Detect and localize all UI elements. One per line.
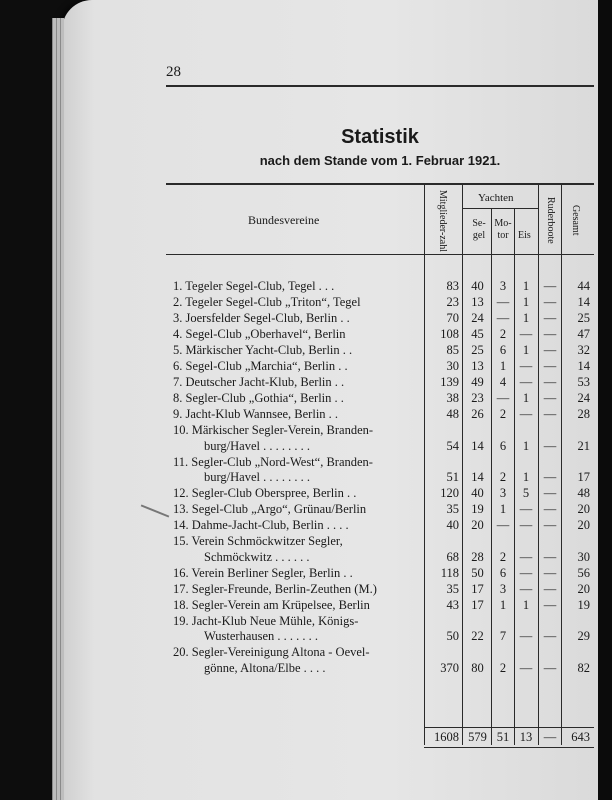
cell-eis: 1 (522, 597, 530, 612)
cell-mit: 51 (446, 470, 459, 484)
cell-rud: — (543, 502, 557, 516)
header-motor-line: Mo- (494, 218, 512, 229)
header-eis: Eis (518, 230, 531, 241)
header-rule (166, 85, 594, 87)
cell-eis: 1 (522, 295, 530, 309)
page-title: Statistik (341, 126, 419, 148)
yachten-underline (463, 208, 539, 209)
header-gesamt: Gesamt (570, 204, 581, 236)
cell-seg: 23 (471, 391, 484, 405)
club-name: burg/Havel . . . . . . . . (204, 470, 311, 484)
page-number: 28 (166, 64, 181, 80)
cell-mot: 7 (499, 629, 507, 643)
cell-mit: 370 (440, 660, 459, 675)
column-divider (462, 185, 463, 745)
cell-rud: — (543, 629, 557, 643)
club-name: 17. Segler-Freunde, Berlin-Zeuthen (M.) (173, 581, 377, 596)
club-name: 7. Deutscher Jacht-Klub, Berlin . . (173, 375, 345, 389)
cell-mit: 68 (446, 549, 459, 564)
cell-mot: 6 (499, 438, 507, 453)
cell-ges: 28 (577, 407, 590, 421)
cell-eis: — (519, 660, 533, 675)
cell-mit: 118 (440, 565, 459, 580)
cell-ges: 29 (577, 629, 590, 643)
cell-ges: 25 (577, 311, 590, 325)
cell-ges: 30 (577, 549, 590, 564)
page-edge (60, 18, 64, 800)
page-subtitle: nach dem Stande vom 1. Februar 1921. (259, 153, 501, 168)
cell-mit: 35 (446, 502, 459, 516)
cell-eis: — (519, 629, 533, 643)
cell-seg: 40 (471, 279, 484, 293)
cell-seg: 13 (471, 295, 484, 309)
total-eis: 13 (519, 730, 533, 744)
cell-mot: 3 (499, 279, 507, 293)
club-name: 3. Joersfelder Segel-Club, Berlin . . (173, 311, 350, 325)
cell-seg: 49 (471, 375, 484, 389)
club-name: 16. Verein Berliner Segler, Berlin . . (173, 565, 353, 580)
cell-mot: 1 (499, 359, 507, 373)
cell-ges: 21 (577, 438, 590, 453)
cell-mot: 6 (499, 343, 507, 357)
cell-seg: 22 (471, 629, 484, 643)
cell-rud: — (543, 391, 557, 405)
table-top-rule (166, 183, 594, 185)
cell-eis: — (519, 565, 533, 580)
cell-mot: 2 (499, 470, 507, 484)
cell-eis: — (519, 407, 533, 421)
cell-mit: 48 (446, 407, 459, 421)
cell-rud: — (543, 279, 557, 293)
cell-mot: 1 (499, 597, 507, 612)
cell-eis: — (519, 502, 533, 516)
total-ges: 643 (571, 730, 590, 744)
club-name: 18. Segler-Verein am Krüpelsee, Berlin (173, 597, 370, 612)
cell-mot: 6 (499, 565, 507, 580)
club-name: 2. Tegeler Segel-Club „Triton“, Tegel (173, 295, 361, 309)
cell-seg: 19 (471, 502, 484, 516)
cell-ges: 17 (577, 470, 590, 484)
cell-ges: 47 (577, 327, 590, 341)
cell-seg: 26 (471, 407, 484, 421)
cell-mit: 139 (440, 375, 459, 389)
club-name: 10. Märkischer Segler-Verein, Branden- (173, 423, 374, 437)
cell-mit: 23 (446, 295, 459, 309)
header-segel (468, 218, 490, 242)
cell-ges: 20 (577, 518, 590, 532)
totals-rule (424, 727, 594, 728)
column-divider (424, 185, 425, 745)
cell-mot: — (496, 311, 510, 325)
cell-eis: 1 (522, 470, 530, 484)
cell-ges: 20 (577, 581, 590, 596)
cell-ges: 24 (577, 391, 590, 405)
cell-rud: — (543, 407, 557, 421)
header-bundesvereine: Bundesvereine (248, 213, 320, 227)
header-mitgliederzahl: Mitglieder-zahl (437, 190, 448, 252)
cell-seg: 17 (471, 597, 484, 612)
cell-mot: 2 (499, 407, 507, 421)
club-name: 13. Segel-Club „Argo“, Grünau/Berlin (173, 502, 367, 516)
club-name: 20. Segler-Vereinigung Altona - Oevel- (173, 645, 370, 659)
cell-seg: 24 (471, 311, 484, 325)
cell-rud: — (543, 581, 557, 596)
cell-seg: 40 (471, 486, 484, 500)
cell-mit: 120 (440, 486, 459, 500)
cell-ges: 20 (577, 502, 590, 516)
cell-rud: — (543, 343, 557, 357)
cell-mit: 40 (446, 518, 459, 532)
cell-seg: 20 (471, 518, 484, 532)
cell-mit: 43 (446, 597, 459, 612)
club-name: 4. Segel-Club „Oberhavel“, Berlin (173, 327, 346, 341)
cell-mit: 83 (446, 279, 459, 293)
club-name: 8. Segler-Club „Gothia“, Berlin . . (173, 391, 344, 405)
cell-eis: — (519, 581, 533, 596)
cell-ges: 32 (577, 343, 590, 357)
cell-seg: 45 (471, 327, 484, 341)
header-segel-line: Se- (472, 218, 486, 229)
cell-rud: — (543, 311, 557, 325)
cell-rud: — (543, 597, 557, 612)
header-motor-line: tor (497, 230, 509, 241)
cell-mot: 2 (499, 327, 507, 341)
cell-ges: 44 (577, 279, 590, 293)
cell-seg: 28 (471, 549, 484, 564)
cell-mot: 2 (499, 660, 507, 675)
cell-eis: 1 (522, 438, 530, 453)
cell-eis: 1 (522, 311, 530, 325)
cell-mot: 4 (499, 375, 507, 389)
cell-rud: — (543, 375, 557, 389)
cell-ges: 19 (577, 597, 590, 612)
cell-eis: — (519, 327, 533, 341)
cell-rud: — (543, 486, 557, 500)
cell-mot: — (496, 391, 510, 405)
club-name: burg/Havel . . . . . . . . (204, 438, 311, 453)
cell-mit: 38 (446, 391, 459, 405)
club-name: 14. Dahme-Jacht-Club, Berlin . . . . (173, 518, 349, 532)
cell-mot: — (496, 518, 510, 532)
cell-mot: 2 (499, 549, 507, 564)
club-name: 5. Märkischer Yacht-Club, Berlin . . (173, 343, 353, 357)
table-header-bottom-rule (166, 254, 594, 255)
cell-seg: 17 (471, 581, 484, 596)
total-seg: 579 (468, 730, 487, 744)
cell-seg: 13 (471, 359, 484, 373)
cell-eis: 5 (522, 486, 530, 500)
club-name: 11. Segler-Club „Nord-West“, Branden- (173, 454, 373, 469)
cell-mot: 3 (499, 581, 507, 596)
header-motor (492, 218, 514, 242)
club-name: 1. Tegeler Segel-Club, Tegel . . . (173, 279, 335, 293)
club-name: 6. Segel-Club „Marchia“, Berlin . . (173, 359, 348, 373)
cell-ges: 48 (577, 486, 590, 500)
cell-rud: — (543, 549, 557, 564)
cell-seg: 14 (471, 470, 484, 484)
cell-rud: — (543, 438, 557, 453)
total-rud: — (543, 730, 557, 744)
cell-mot: 3 (499, 486, 507, 500)
cell-seg: 80 (471, 660, 484, 675)
cell-mit: 30 (446, 359, 459, 373)
cell-ges: 82 (577, 660, 590, 675)
cell-ges: 14 (577, 295, 590, 309)
cell-eis: — (519, 359, 533, 373)
cell-mit: 54 (446, 438, 459, 453)
club-name: Schmöckwitz . . . . . . (204, 549, 310, 564)
header-segel-line: gel (472, 230, 486, 241)
cell-eis: 1 (522, 391, 530, 405)
cell-rud: — (543, 359, 557, 373)
cell-ges: 14 (577, 359, 590, 373)
cell-mot: — (496, 295, 510, 309)
cell-mit: 85 (446, 343, 459, 357)
club-name: 9. Jacht-Klub Wannsee, Berlin . . (173, 407, 339, 421)
cell-seg: 14 (471, 438, 484, 453)
cell-ges: 56 (577, 565, 590, 580)
cell-eis: 1 (522, 279, 530, 293)
cell-rud: — (543, 470, 557, 484)
cell-eis: 1 (522, 343, 530, 357)
cell-rud: — (543, 295, 557, 309)
club-name: 19. Jacht-Klub Neue Mühle, Königs- (173, 613, 359, 628)
cell-mot: 1 (499, 502, 507, 516)
cell-seg: 25 (471, 343, 484, 357)
cell-mit: 108 (440, 327, 459, 341)
cell-seg: 50 (471, 565, 484, 580)
cell-eis: — (519, 375, 533, 389)
cell-mit: 70 (446, 311, 459, 325)
club-name: 12. Segler-Club Oberspree, Berlin . . (173, 486, 357, 500)
cell-mit: 50 (446, 629, 459, 643)
club-name: Wusterhausen . . . . . . . (204, 629, 319, 643)
cell-rud: — (543, 660, 557, 675)
club-name: gönne, Altona/Elbe . . . . (204, 660, 326, 675)
cell-ges: 53 (577, 375, 590, 389)
totals-bottom-rule (424, 747, 594, 748)
background-strip (598, 0, 612, 800)
cell-eis: — (519, 518, 533, 532)
club-name: 15. Verein Schmöckwitzer Segler, (173, 534, 343, 548)
cell-rud: — (543, 327, 557, 341)
cell-rud: — (543, 565, 557, 580)
total-mot: 51 (496, 730, 510, 744)
total-mit: 1608 (434, 730, 459, 744)
cell-rud: — (543, 518, 557, 532)
cell-eis: — (519, 549, 533, 564)
header-yachten: Yachten (478, 192, 514, 204)
header-ruderboote: Ruderboote (545, 196, 556, 244)
cell-mit: 35 (446, 581, 459, 596)
